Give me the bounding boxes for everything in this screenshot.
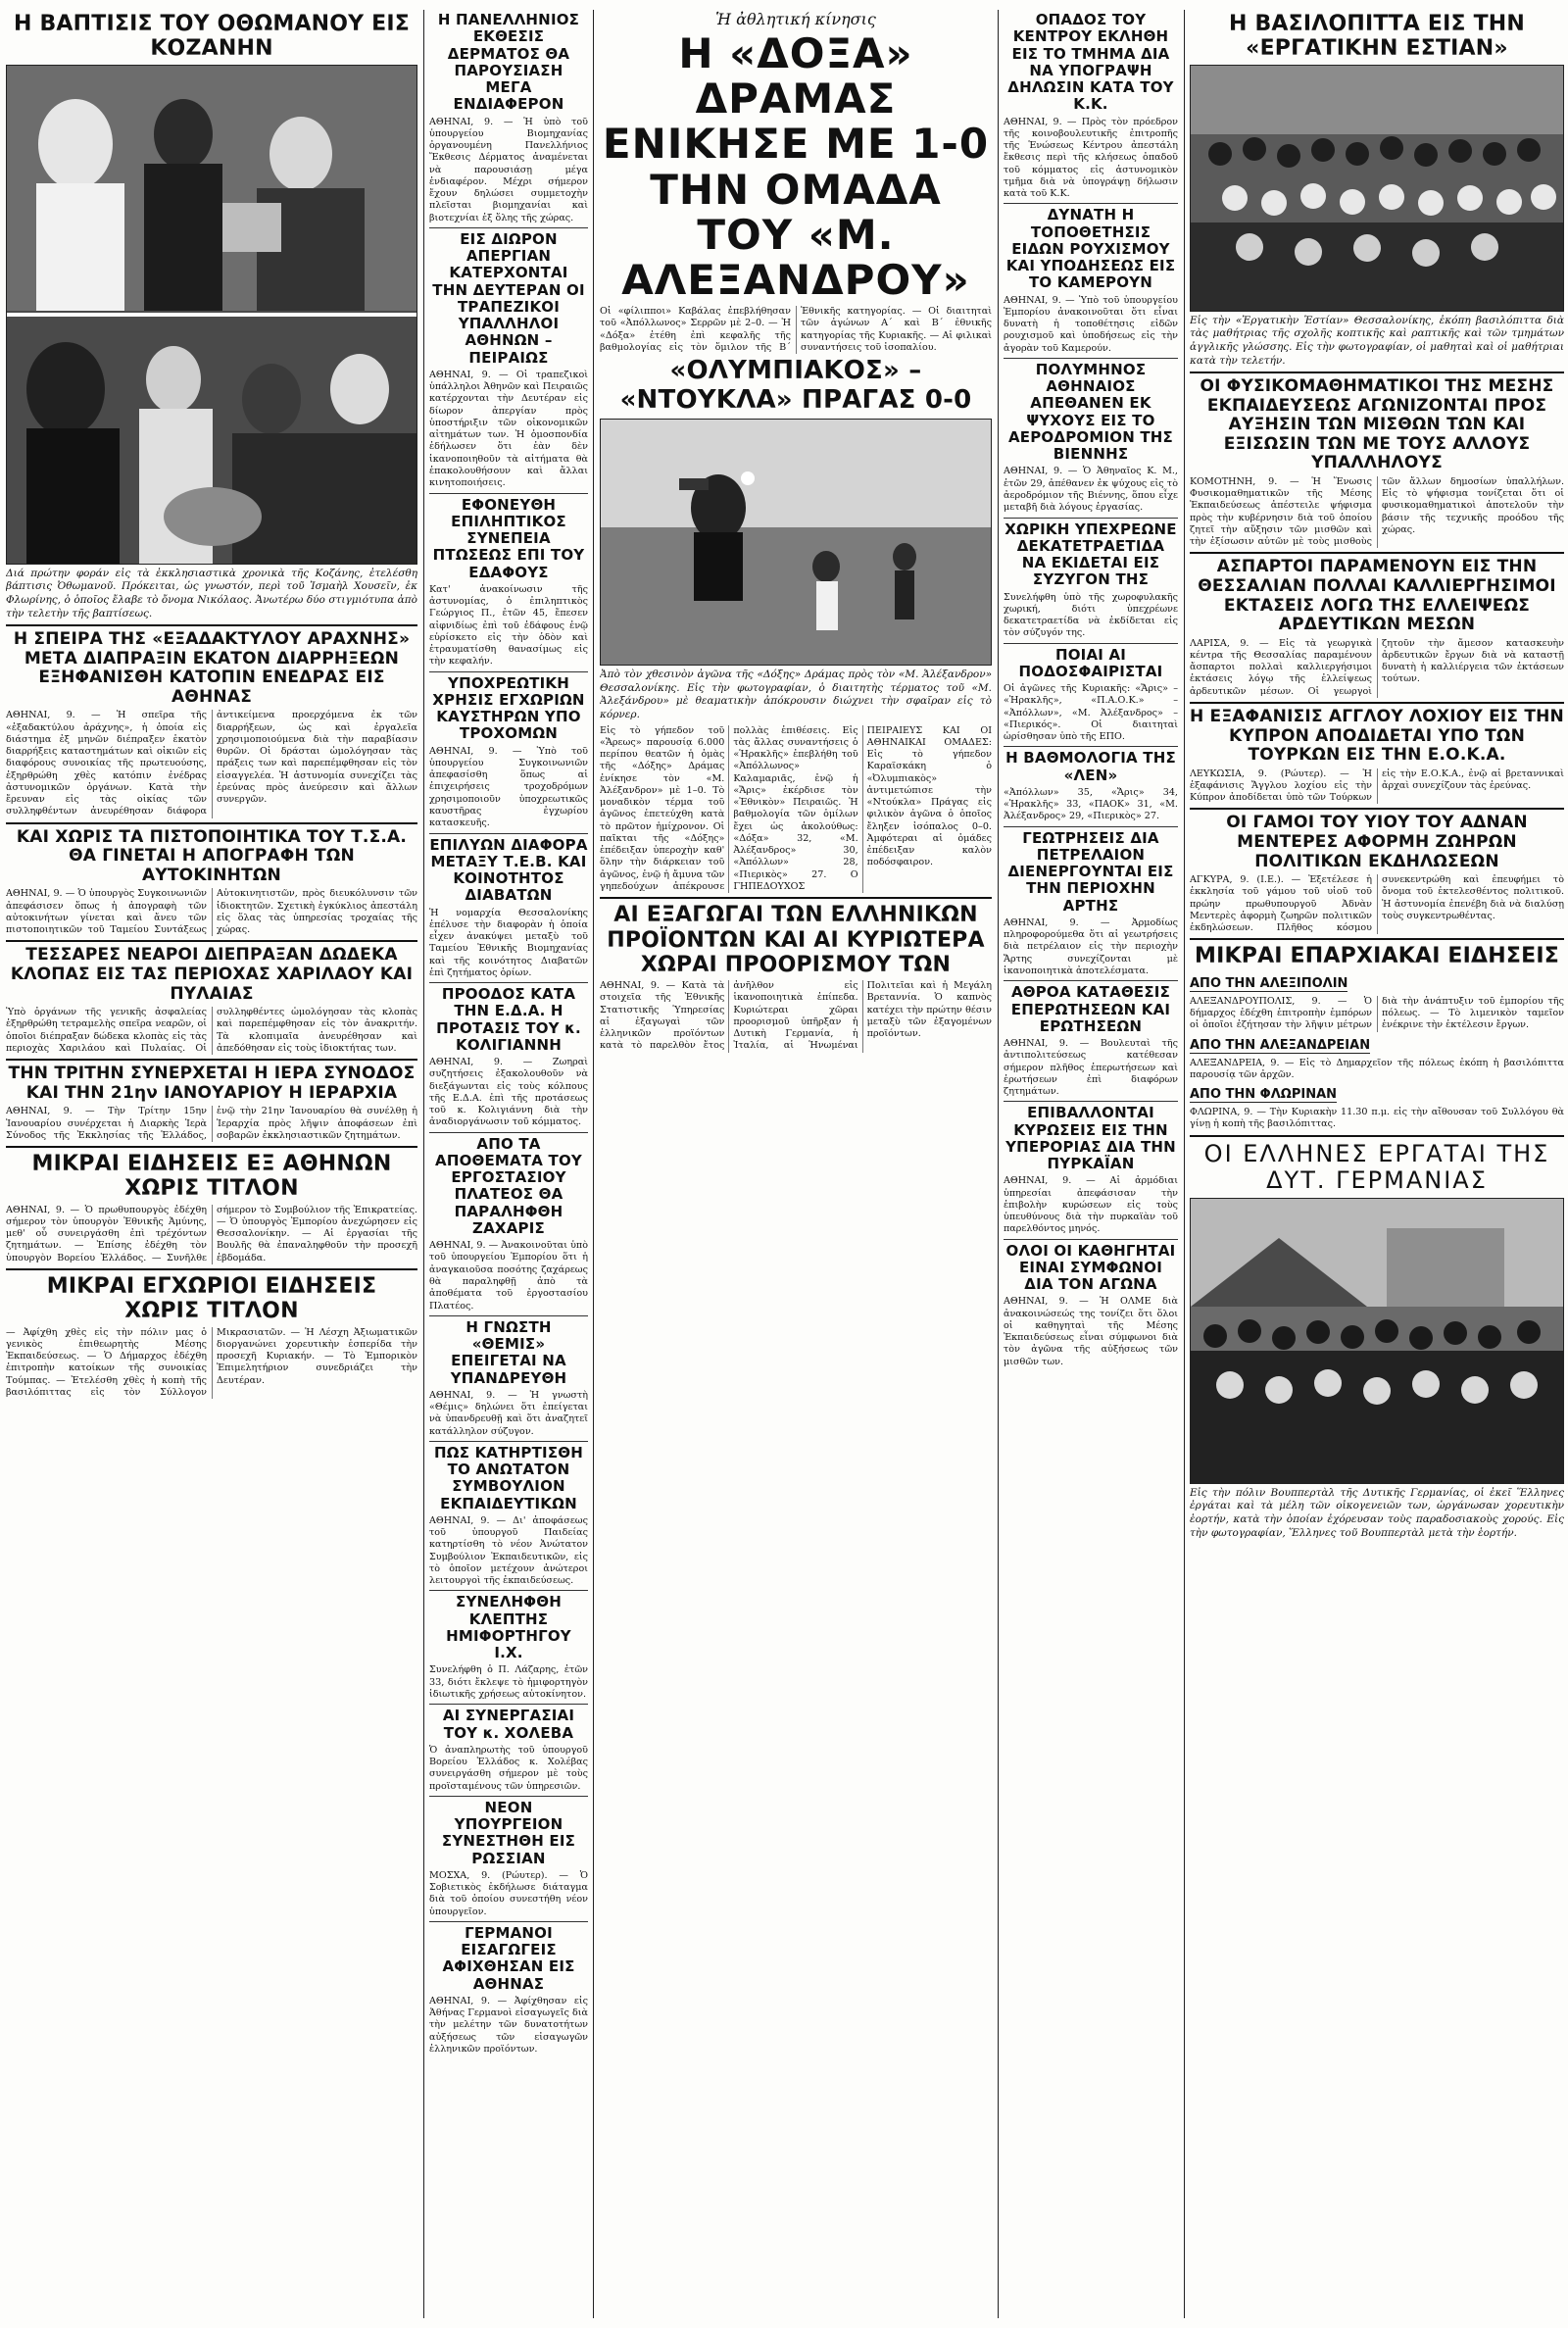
- baptism-caption: Διά πρώτην φοράν εἰς τὰ ἐκκλησιαστικὰ χρονικὰ τῆς Κοζάνης, ἐτελέσθη βάπτισις Ὀθωμανοῦ. Πρόκειται, ὡς γνωστόν, περὶ τοῦ Ἰσμαὴλ Χουσεῖν, ἐκ Φλωρίνης, ὁ ὁποῖος ἔλαβε τὸ ὄνομα Νικόλαος. Ἀνωτέρω δύο στιγμιότυπα ἀπὸ τὴν τελετὴν τῆς βαπτίσεως.: [6, 567, 417, 619]
- headline-thessaly: ΑΣΠΑΡΤΟΙ ΠΑΡΑΜΕΝΟΥΝ ΕΙΣ ΤΗΝ ΘΕΣΣΑΛΙΑΝ ΠΟΛΛΑΙ ΚΑΛΛΙΕΡΓΗΣΙΜΟΙ ΕΚΤΑΣΕΙΣ ΛΟΓΩ ΤΗΣ ΕΛΛΕΙΨΕΩΣ ΑΡΔΕΥΤΙΚΩΝ ΜΕΣΩΝ: [1198, 557, 1556, 635]
- headline-tsa: ΚΑΙ ΧΩΡΙΣ ΤΑ ΠΙΣΤΟΠΟΙΗΤΙΚΑ ΤΟΥ Τ.Σ.Α. ΘΑ ΓΙΝΕΤΑΙ Η ΑΠΟΓΡΑΦΗ ΤΩΝ ΑΥΤΟΚΙΝΗΤΩΝ: [16, 826, 408, 885]
- article-alexandreia: ΑΛΕΞΑΝΔΡΕΙΑ, 9. — Εἰς τὸ Δημαρχεῖον τῆς πόλεως ἐκόπη ἡ βασιλόπιττα παρουσίᾳ τῶν ἀρχῶν.: [1190, 1057, 1564, 1080]
- divider: [6, 624, 417, 626]
- divider: [6, 940, 417, 942]
- article-bank-strike: ΑΘΗΝΑΙ, 9. — Οἱ τραπεζικοὶ ὑπάλληλοι Ἀθηνῶν καὶ Πειραιῶς κατέρχονται τὴν Δευτέραν εἰς δίωρον ἀπεργίαν πρὸς ὑποστήριξιν τῶν οἰκονομικῶν αἰτημάτων των. Ἡ ὁμοσπονδία ἐδήλωσεν ὅτι ἐὰν δὲν ἱκανοποιηθοῦν τὰ αἰτήματα θὰ ἐπακολουθήσουν καὶ ἄλλαι κινητοποιήσεις.: [429, 369, 588, 489]
- article-cameroon: ΑΘΗΝΑΙ, 9. — Ὑπὸ τοῦ ὑπουργείου Ἐμπορίου ἀνακοινοῦται ὅτι εἶναι δυνατὴ ἡ τοποθέτησις εἰδῶν ρουχισμοῦ καὶ ὑποδήσεως εἰς τὴν ἀγορὰν τοῦ Καμερούν.: [1004, 294, 1178, 354]
- article-exports: ΑΘΗΝΑΙ, 9. — Κατὰ τὰ στοιχεῖα τῆς Ἐθνικῆς Στατιστικῆς Ὑπηρεσίας αἱ ἐξαγωγαὶ τῶν ἑλληνικῶν προϊόντων κατὰ τὸ παρελθὸν ἔτος ἀνῆλθον εἰς ἱκανοποιητικὰ ἐπίπεδα. Κυριώτεραι χῶραι προορισμοῦ ὑπῆρξαν ἡ Δυτικὴ Γερμανία, ἡ Ἰταλία, αἱ Ἡνωμέναι Πολιτεῖαι καὶ ἡ Μεγάλη Βρεταννία. Ὁ καπνὸς κατέχει τὴν πρώτην θέσιν μεταξὺ τῶν ἐξαγομένων προϊόντων.: [600, 980, 992, 1052]
- divider: [6, 1146, 417, 1148]
- column-3: [600, 0, 992, 2328]
- article-german-importers: ΑΘΗΝΑΙ, 9. — Ἀφίχθησαν εἰς Ἀθήνας Γερμανοὶ εἰσαγωγεῖς διὰ τὴν μελέτην τῶν δυνατοτήτων αὐξήσεως τῶν εἰσαγωγῶν ἑλληνικῶν προϊόντων.: [429, 1995, 588, 2055]
- article-doxa-lead: Οἱ «φίλιπποι» Καβάλας ἐπεβλήθησαν τοῦ «Ἀπόλλωνος» Σερρῶν μὲ 2–0. — Ἡ «Δόξα» ἐτέθη ἐπὶ κεφαλῆς τῆς βαθμολογίας εἰς τὸν ὅμιλον τῆς Β΄ Ἐθνικῆς κατηγορίας. — Οἱ διαιτηταὶ τῶν ἀγώνων Α΄ καὶ Β΄ ἐθνικῆς κατηγορίας τῆς Κυριακῆς. — Αἱ φιλικαὶ συναντήσεις τοῦ ἰσοπαλίου.: [600, 306, 992, 353]
- headline-physicists: ΟΙ ΦΥΣΙΚΟΜΑΘΗΜΑΤΙΚΟΙ ΤΗΣ ΜΕΣΗΣ ΕΚΠΑΙΔΕΥΣΕΩΣ ΑΓΩΝΙΖΟΝΤΑΙ ΠΡΟΣ ΑΥΞΗΣΙΝ ΤΩΝ ΜΙΣΘΩΝ ΤΩΝ ΚΑΙ ΕΞΙΣΩΣΙΝ ΤΩΝ ΜΕ ΤΟΥΣ ΑΛΛΟΥΣ ΥΠΑΛΛΗΛΟΥΣ: [1200, 376, 1554, 473]
- headline-german-importers: ΓΕΡΜΑΝΟΙ ΕΙΣΑΓΩΓΕΙΣ ΑΦΙΧΘΗΣΑΝ ΕΙΣ ΑΘΗΝΑΣ: [442, 1923, 575, 1993]
- headline-epileptic: ΕΦΟΝΕΥΘΗ ΕΠΙΛΗΠΤΙΚΟΣ ΣΥΝΕΠΕΙΑ ΠΤΩΣΕΩΣ ΕΠΙ ΤΟΥ ΕΔΑΦΟΥΣ: [432, 495, 585, 581]
- headline-cameroon: ΔΥΝΑΤΗ Η ΤΟΠΟΘΕΤΗΣΙΣ ΕΙΔΩΝ ΡΟΥΧΙΣΜΟΥ ΚΑΙ ΥΠΟΔΗΣΕΩΣ ΕΙΣ ΤΟ ΚΑΜΕΡΟΥΝ: [1005, 206, 1176, 292]
- article-fire-sanctions: ΑΘΗΝΑΙ, 9. — Αἱ ἁρμόδιαι ὑπηρεσίαι ἀπεφάσισαν τὴν ἐπιβολὴν κυρώσεων εἰς τοὺς ὑπευθύνους διὰ τὴν πυρκαϊὰν τοῦ παρελθόντος μηνός.: [1004, 1175, 1178, 1235]
- headline-oil-drilling: ΓΕΩΤΡΗΣΕΙΣ ΔΙΑ ΠΕΤΡΕΛΑΙΟΝ ΔΙΕΝΕΡΓΟΥΝΤΑΙ ΕΙΣ ΤΗΝ ΠΕΡΙΟΧΗΝ ΑΡΤΗΣ: [1007, 828, 1174, 915]
- article-teb: Ἡ νομαρχία Θεσσαλονίκης ἐπέλυσε τὴν διαφορὰν ἡ ὁποία εἶχεν ἀνακύψει μεταξὺ τοῦ Ταμείου Ἐθνικῆς Βιομηχανίας καὶ τῆς κοινότητος Διαβατῶν ἐπὶ ζητήματος ὁρίων.: [429, 907, 588, 978]
- article-russia: ΜΟΣΧΑ, 9. (Ρώυτερ). — Ὁ Σοβιετικὸς ἐκδήλωσε διάταγμα διὰ τοῦ ὁποίου συνεστήθη νέον ὑπουργεῖον.: [429, 1869, 588, 1917]
- divider: [1190, 808, 1564, 810]
- article-sugar: ΑΘΗΝΑΙ, 9. — Ἀνακοινοῦται ὑπὸ τοῦ ὑπουργείου Ἐμπορίου ὅτι ἡ ἀναγκαιοῦσα ποσότης ζαχάρεως θὰ παραληφθῇ ἀπὸ τὰ ἀποθέματα τοῦ ἐργοστασίου Πλατέος.: [429, 1240, 588, 1312]
- article-minor-local: — Ἀφίχθη χθὲς εἰς τὴν πόλιν μας ὁ γενικὸς ἐπιθεωρητὴς Μέσης Ἐκπαιδεύσεως. — Ὁ Δήμαρχος ἐδέχθη ἐπιτροπὴν κατοίκων τῆς συνοικίας Τούμπας. — Ἐτελέσθη χθὲς ἡ κοπὴ τῆς βασιλόπιττας εἰς τὸν Σύλλογον Μικρασιατῶν. — Ἡ Λέσχη Ἀξιωματικῶν διοργανώνει χορευτικὴν ἑσπερίδα τὴν προσεχῆ Κυριακήν. — Τὸ Ἐμπορικὸν Ἐπιμελητήριον συνεδριάζει τὴν Δευτέραν.: [6, 1326, 417, 1398]
- divider: [429, 1921, 588, 1922]
- article-young-thieves: Ὑπὸ ὀργάνων τῆς γενικῆς ἀσφαλείας ἐξηρθρώθη τετραμελὴς σπεῖρα νεαρῶν, οἱ ὁποῖοι διέπραξαν δώδεκα κλοπὰς εἰς τὰς περιοχὰς Χαριλάου καὶ Πυλαίας. Οἱ συλληφθέντες ὡμολόγησαν τὰς κλοπὰς καὶ παρεπέμφθησαν εἰς τὸν ἀνακριτήν. Τὰ κλοπιμαῖα ἀνευρέθησαν καὶ ἀπεδόθησαν εἰς τοὺς ἰδιοκτήτας των.: [6, 1007, 417, 1054]
- divider: [429, 1315, 588, 1316]
- divider: [1004, 746, 1178, 747]
- article-tsa: ΑΘΗΝΑΙ, 9. — Ὁ ὑπουργὸς Συγκοινωνιῶν ἀπεφάσισεν ὅπως ἡ ἀπογραφὴ τῶν αὐτοκινήτων γίνεται καὶ ἄνευ τῶν πιστοποιητικῶν τοῦ Ταμείου Συντάξεως Αὐτοκινητιστῶν, πρὸς διευκόλυνσιν τῶν ἰδιοκτητῶν. Σχετικὴ ἐγκύκλιος ἀπεστάλη εἰς ὅλας τὰς ὑπηρεσίας τροχαίας τῆς χώρας.: [6, 888, 417, 936]
- article-thessaly: ΛΑΡΙΣΑ, 9. — Εἰς τὰ γεωργικὰ κέντρα τῆς Θεσσαλίας παραμένουν ἄσπαρτοι πολλαὶ καλλιεργήσιμοι ἐκτάσεις λόγῳ τῆς ἐλλείψεως ἀρδευτικῶν μέσων. Οἱ γεωργοὶ ζητοῦν τὴν ἄμεσον κατασκευὴν ἀρδευτικῶν ἔργων διὰ νὰ καταστῇ δυνατὴ ἡ καλλιέργεια τῶν ἐκτάσεων τούτων.: [1190, 637, 1564, 697]
- article-leather: ΑΘΗΝΑΙ, 9. — Ἡ ὑπὸ τοῦ ὑπουργείου Βιομηχανίας ὀργανουμένη Πανελλήνιος Ἔκθεσις Δέρματος ἀναμένεται νὰ παρουσιάσῃ μέγα ἐνδιαφέρον. Μέχρι σήμερον ἔχουν δηλώσει συμμετοχὴν πλεῖσται βιομηχανίαι καὶ βιοτεχνίαι ἐξ ὅλης τῆς χώρας.: [429, 116, 588, 223]
- article-interpellations: ΑΘΗΝΑΙ, 9. — Βουλευταὶ τῆς ἀντιπολιτεύσεως κατέθεσαν σήμερον πλῆθος ἐπερωτήσεων καὶ ἐρωτήσεων ἐπὶ διαφόρων ζητημάτων.: [1004, 1038, 1178, 1098]
- divider: [1004, 980, 1178, 981]
- headline-cyprus: Η ΕΞΑΦΑΝΙΣΙΣ ΑΓΓΛΟΥ ΛΟΧΙΟΥ ΕΙΣ ΤΗΝ ΚΥΠΡΟΝ ΑΠΟΔΙΔΕΤΑΙ ΥΠΟ ΤΩΝ ΤΟΥΡΚΩΝ ΕΙΣ ΤΗΝ Ε.Ο.Κ.Α.: [1190, 707, 1564, 766]
- divider: [429, 833, 588, 834]
- column-5: [1190, 0, 1564, 2328]
- headline-synod: ΤΗΝ ΤΡΙΤΗΝ ΣΥΝΕΡΧΕΤΑΙ Η ΙΕΡΑ ΣΥΝΟΔΟΣ ΚΑΙ ΤΗΝ 21ην ΙΑΝΟΥΑΡΙΟΥ Η ΙΕΡΑΡΧΙΑ: [8, 1064, 416, 1103]
- subhead-florina: ΑΠΟ ΤΗΝ ΦΛΩΡΙΝΑΝ: [1190, 1087, 1338, 1103]
- subhead-alexandreia: ΑΠΟ ΤΗΝ ΑΛΕΞΑΝΔΡΕΙΑΝ: [1190, 1037, 1371, 1053]
- headline-provincial: ΜΙΚΡΑΙ ΕΠΑΡΧΙΑΚΑΙ ΕΙΔΗΣΕΙΣ: [1195, 944, 1559, 969]
- divider: [429, 1590, 588, 1591]
- divider: [6, 1268, 417, 1270]
- divider: [429, 493, 588, 494]
- headline-leather: Η ΠΑΝΕΛΛΗΝΙΟΣ ΕΚΘΕΣΙΣ ΔΕΡΜΑΤΟΣ ΘΑ ΠΑΡΟΥΣΙΑΣΗ ΜΕΓΑ ΕΝΔΙΑΦΕΡΟΝ: [437, 11, 580, 114]
- article-oil-drilling: ΑΘΗΝΑΙ, 9. — Ἀρμοδίως πληροφορούμεθα ὅτι αἱ γεωτρήσεις διὰ πετρέλαιον εἰς τὴν περιοχὴν Ἄρτης συνεχίζονται μὲ ἱκανοποιητικὰ ἀποτελέσματα.: [1004, 916, 1178, 976]
- divider: [1004, 358, 1178, 359]
- headline-interpellations: ΑΘΡΟΑ ΚΑΤΑΘΕΣΙΣ ΕΠΕΡΩΤΗΣΕΩΝ ΚΑΙ ΕΡΩΤΗΣΕΩΝ: [1010, 983, 1171, 1035]
- article-minor-athens: ΑΘΗΝΑΙ, 9. — Ὁ πρωθυπουργὸς ἐδέχθη σήμερον τὸν ὑπουργὸν Ἐθνικῆς Ἀμύνης, μεθ' οὗ συνειργάσθη ἐπὶ τρέχόντων ζητημάτων. — Ἐπίσης ἐδέχθη τὸν ὑπουργὸν Βορείου Ἑλλάδος. — Συνῆλθε σήμερον τὸ Συμβούλιον τῆς Ἐπικρατείας. — Ὁ ὑπουργὸς Ἐμπορίου ἀνεχώρησεν εἰς Θεσσαλονίκην. — Αἱ ἐργασίαι τῆς Βουλῆς θὰ ἐπαναληφθοῦν τὴν προσεχῆ ἑβδομάδα.: [6, 1204, 417, 1263]
- headline-center-party: ΟΠΑΔΟΣ ΤΟΥ ΚΕΝΤΡΟΥ ΕΚΛΗΘΗ ΕΙΣ ΤΟ ΤΜΗΜΑ ΔΙΑ ΝΑ ΥΠΟΓΡΑΨΗ ΔΗΛΩΣΙΝ ΚΑΤΑ ΤΟΥ Κ.Κ.: [1007, 11, 1174, 114]
- headline-baptism: Η ΒΑΠΤΙΣΙΣ ΤΟΥ ΟΘΩΜΑΝΟΥ ΕΙΣ ΚΟΖΑΝΗΝ: [13, 12, 411, 62]
- workers-caption: Εἰς τὴν πόλιν Βουππερτὰλ τῆς Δυτικῆς Γερμανίας, οἱ ἐκεῖ Ἕλληνες ἐργάται καὶ τὰ μέλη τῶν οἰκογενειῶν των, ὠργάνωσαν χορευτικὴν ἑορτήν, κατὰ τὴν ὁποίαν ἐχόρευσαν τοὺς παραδοσιακοὺς χορούς. Εἰς τὴν φωτογραφίαν, Ἕλληνες τοῦ Βουππερτὰλ μετὰ τὴν ἑορτήν.: [1190, 1486, 1564, 1539]
- vasilopita-photo: [1190, 65, 1564, 312]
- football-photo-caption: Ἀπὸ τὸν χθεσινὸν ἀγῶνα τῆς «Δόξης» Δράμας πρὸς τὸν «Μ. Ἀλέξανδρον» Θεσσαλονίκης. Εἰς τὴν φωτογραφίαν, ὁ διαιτητὴς τέρματος τοῦ «Μ. Ἀλεξάνδρου» μὲ θεαματικὴν ἀπόκρουσιν διώχνει τὴν σφαῖραν εἰς τὸ κόρνερ.: [600, 668, 992, 720]
- divider: [1004, 1101, 1178, 1102]
- football-photo: [600, 419, 992, 666]
- divider: [1004, 1239, 1178, 1240]
- baptism-photo: [6, 65, 417, 565]
- headline-russia: ΝΕΟΝ ΥΠΟΥΡΓΕΙΟΝ ΣΥΝΕΣΤΗΘΗ ΕΙΣ ΡΩΣΣΙΑΝ: [441, 1798, 576, 1867]
- headline-doxa: Η «ΔΟΞΑ» ΔΡΑΜΑΣ ΕΝΙΚΗΣΕ ΜΕ 1-0 ΤΗΝ ΟΜΑΔΑ ΤΟΥ «Μ. ΑΛΕΞΑΝΔΡΟΥ»: [602, 29, 990, 304]
- article-footballers: Οἱ ἀγῶνες τῆς Κυριακῆς: «Ἄρις» – «Ἡρακλῆς», «Π.Α.Ο.Κ.» – «Ἀπόλλων», «Μ. Ἀλέξανδρος» – «Πιερικός». Οἱ διαιτηταὶ ὡρίσθησαν ὑπὸ τῆς ΕΠΟ.: [1004, 683, 1178, 743]
- divider: [429, 1132, 588, 1133]
- article-eda: ΑΘΗΝΑΙ, 9. — Ζωηραὶ συζητήσεις ἐξακολουθοῦν νὰ διεξάγωνται εἰς τοὺς κόλπους τῆς Ε.Δ.Α. ἐπὶ τῆς προτάσεως τοῦ κ. Κολιγιάννη διὰ τὴν ἀναδιοργάνωσιν τοῦ κόμματος.: [429, 1057, 588, 1128]
- headline-adnan: ΟΙ ΓΑΜΟΙ ΤΟΥ ΥΙΟΥ ΤΟΥ ΑΔΝΑΝ ΜΕΝΤΕΡΕΣ ΑΦΟΡΜΗ ΖΩΗΡΩΝ ΠΟΛΙΤΙΚΩΝ ΕΚΔΗΛΩΣΕΩΝ: [1226, 813, 1528, 871]
- headline-boilers: ΥΠΟΧΡΕΩΤΙΚΗ ΧΡΗΣΙΣ ΕΓΧΩΡΙΩΝ ΚΑΥΣΤΗΡΩΝ ΥΠΟ ΤΡΟΧΟΜΩΝ: [432, 673, 585, 743]
- headline-truck: ΣΥΝΕΛΗΦΘΗ ΚΛΕΠΤΗΣ ΗΜΙΦΟΡΤΗΓΟΥ Ι.Χ.: [446, 1593, 571, 1662]
- divider: [1004, 518, 1178, 519]
- article-physicists: ΚΟΜΟΤΗΝΗ, 9. — Ἡ Ἕνωσις Φυσικομαθηματικῶν τῆς Μέσης Ἐκπαιδεύσεως ἀπέστειλε ψήφισμα πρὸς τὴν κυβέρνησιν διὰ τοῦ ὁποίου ζητεῖ τὴν αὔξησιν τῶν μισθῶν καὶ τὴν ἐξίσωσιν αὐτῶν μὲ τοὺς μισθοὺς τῶν ἄλλων δημοσίων ὑπαλλήλων. Εἰς τὸ ψήφισμα τονίζεται ὅτι οἱ φυσικομαθηματικοὶ ἀποτελοῦν τὴν βάσιν τῆς τεχνικῆς προόδου τῆς χώρας.: [1190, 475, 1564, 548]
- article-teachers: ΑΘΗΝΑΙ, 9. — Ἡ ΟΛΜΕ διὰ ἀνακοινώσεώς της τονίζει ὅτι ὅλοι οἱ καθηγηταὶ τῆς Μέσης Ἐκπαιδεύσεως εἶναι σύμφωνοι διὰ τὸν ἀγῶνα τῆς αὐξήσεως τῶν μισθῶν των.: [1004, 1296, 1178, 1367]
- column-rule: [998, 10, 999, 2318]
- article-themis: ΑΘΗΝΑΙ, 9. — Ἡ γνωστὴ «Θέμις» δηλώνει ὅτι ἐπείγεται νὰ ὑπανδρευθῇ καὶ ὅτι ἀναζητεῖ κατάλληλον σύζυγον.: [429, 1389, 588, 1437]
- workers-photo: [1190, 1198, 1564, 1484]
- column-rule: [593, 10, 594, 2318]
- divider: [1004, 826, 1178, 827]
- article-synod: ΑΘΗΝΑΙ, 9. — Τὴν Τρίτην 15ην Ἰανουαρίου συνέρχεται ἡ Διαρκὴς Ἱερὰ Σύνοδος τῆς Ἐκκλησίας τῆς Ἑλλάδος, ἐνῷ τὴν 21ην Ἰανουαρίου θὰ συνέλθῃ ἡ Ἱεραρχία πρὸς λῆψιν ἀποφάσεων ἐπὶ σοβαρῶν ἐκκλησιαστικῶν ζητημάτων.: [6, 1106, 417, 1141]
- headline-cholewa: ΑΙ ΣΥΝΕΡΓΑΣΙΑΙ ΤΟΥ κ. ΧΟΛΕΒΑ: [442, 1707, 575, 1742]
- divider: [1004, 643, 1178, 644]
- column-rule: [423, 10, 424, 2318]
- divider: [600, 897, 992, 899]
- article-cholewa: Ὁ ἀναπληρωτὴς τοῦ ὑπουργοῦ Βορείου Ἑλλάδος κ. Χολέβας συνειργάσθη σήμερον μὲ τοὺς προϊσταμένους τῶν ὑπηρεσιῶν.: [429, 1744, 588, 1792]
- article-florina: ΦΛΩΡΙΝΑ, 9. — Τὴν Κυριακὴν 11.30 π.μ. εἰς τὴν αἴθουσαν τοῦ Συλλόγου θὰ γίνῃ ἡ κοπὴ τῆς βασιλόπιττας.: [1190, 1107, 1564, 1130]
- article-village-woman: Συνελήφθη ὑπὸ τῆς χωροφυλακῆς χωρική, διότι ὑπεχρέωνε δεκατετραετίδα νὰ ἐκδίδεται εἰς τὸν σύζυγόν της.: [1004, 591, 1178, 639]
- divider: [6, 822, 417, 824]
- divider: [429, 671, 588, 672]
- article-len-standings: «Ἀπόλλων» 35, «Ἄρις» 34, «Ἡρακλῆς» 33, «ΠΑΟΚ» 31, «Μ. Ἀλέξανδρος» 29, «Πιερικὸς» 27.: [1004, 786, 1178, 822]
- divider: [429, 1441, 588, 1442]
- headline-olympiakos: «ΟΛΥΜΠΙΑΚΟΣ» – «ΝΤΟΥΚΛΑ» ΠΡΑΓΑΣ 0-0: [619, 356, 972, 416]
- headline-bank-strike: ΕΙΣ ΔΙΩΡΟΝ ΑΠΕΡΓΙΑΝ ΚΑΤΕΡΧΟΝΤΑΙ ΤΗΝ ΔΕΥΤΕΡΑΝ ΟΙ ΤΡΑΠΕΖΙΚΟΙ ΥΠΑΛΛΗΛΟΙ ΑΘΗΝΩΝ – ΠΕΙΡΑΙΩΣ: [432, 229, 585, 367]
- headline-spider: Η ΣΠΕΙΡΑ ΤΗΣ «ΕΞΑΔΑΚΤΥΛΟΥ ΑΡΑΧΝΗΣ» ΜΕΤΑ ΔΙΑΠΡΑΞΙΝ ΕΚΑΤΟΝ ΔΙΑΡΡΗΞΕΩΝ ΕΞΗΦΑΝΙΣΘΗ ΚΑΤΟΠΙΝ ΕΝΕΔΡΑΣ ΕΙΣ ΑΘΗΝΑΣ: [13, 629, 411, 707]
- column-1: [6, 0, 417, 2328]
- divider: [429, 1704, 588, 1705]
- headline-minor-athens: ΜΙΚΡΑΙ ΕΙΔΗΣΕΙΣ ΕΞ ΑΘΗΝΩΝ ΧΩΡΙΣ ΤΙΤΛΟΝ: [31, 1152, 392, 1202]
- headline-sugar: ΑΠΟ ΤΑ ΑΠΟΘΕΜΑΤΑ ΤΟΥ ΕΡΓΟΣΤΑΣΙΟΥ ΠΛΑΤΕΟΣ ΘΑ ΠΑΡΑΛΗΦΘΗ ΖΑΧΑΡΙΣ: [435, 1134, 582, 1237]
- headline-minor-local: ΜΙΚΡΑΙ ΕΓΧΩΡΙΟΙ ΕΙΔΗΣΕΙΣ ΧΩΡΙΣ ΤΙΤΛΟΝ: [46, 1273, 377, 1324]
- divider: [1190, 552, 1564, 554]
- divider: [1004, 203, 1178, 204]
- headline-vasilopita: Η ΒΑΣΙΛΟΠΙΤΤΑ ΕΙΣ ΤΗΝ «ΕΡΓΑΤΙΚΗΝ ΕΣΤΙΑΝ»: [1228, 12, 1526, 62]
- divider: [6, 1059, 417, 1061]
- headline-len-standings: Η ΒΑΘΜΟΛΟΓΙΑ ΤΗΣ «ΛΕΝ»: [1005, 749, 1176, 784]
- headline-council: ΠΩΣ ΚΑΤΗΡΤΙΣΘΗ ΤΟ ΑΝΩΤΑΤΟΝ ΣΥΜΒΟΥΛΙΟΝ ΕΚΠΑΙΔΕΥΤΙΚΩΝ: [434, 1443, 583, 1512]
- article-center-party: ΑΘΗΝΑΙ, 9. — Πρὸς τὸν πρόεδρον τῆς κοινοβουλευτικῆς ἐπιτροπῆς τῆς Ἑνώσεως Κέντρου ἀπεστάλη ἔκθεσις περὶ τῆς κλήσεως ὀπαδοῦ τοῦ κόμματος εἰς ἀστυνομικὸν τμῆμα διὰ νὰ ὑπογράψῃ δήλωσιν κατὰ τοῦ Κ.Κ.: [1004, 116, 1178, 200]
- divider: [1190, 938, 1564, 940]
- article-cyprus: ΛΕΥΚΩΣΙΑ, 9. (Ρώυτερ). — Ἡ ἐξαφάνισις Ἄγγλου λοχίου εἰς τὴν Κύπρον ἀποδίδεται ὑπὸ τῶν Τούρκων εἰς τὴν Ε.Ο.Κ.Α., ἐνῷ αἱ βρεταννικαὶ ἀρχαὶ συνεχίζουν τὰς ἐρεύνας.: [1190, 768, 1564, 804]
- column-4: [1004, 0, 1178, 2328]
- article-vienna: ΑΘΗΝΑΙ, 9. — Ὁ Ἀθηναῖος Κ. Μ., ἐτῶν 29, ἀπέθανεν ἐκ ψύχους εἰς τὸ ἀεροδρόμιον τῆς Βιέννης, ὅπου εἶχε μεταβῆ διὰ λόγους ἐργασίας.: [1004, 466, 1178, 514]
- article-epileptic: Κατ' ἀνακοίνωσιν τῆς ἀστυνομίας, ὁ ἐπιληπτικὸς Γεώργιος Π., ἐτῶν 45, ἔπεσεν αἰφνιδίως ἐπὶ τοῦ ἐδάφους ἐνῷ εὑρίσκετο εἰς τὴν ὁδὸν καὶ ἐτραυματίσθη θανασίμως εἰς τὴν κεφαλήν.: [429, 583, 588, 668]
- headline-teb: ΕΠΙΛΥΩΝ ΔΙΑΦΟΡΑ ΜΕΤΑΞΥ Τ.Ε.Β. ΚΑΙ ΚΟΙΝΟΤΗΤΟΣ ΔΙΑΒΑΤΩΝ: [429, 835, 588, 905]
- article-council: ΑΘΗΝΑΙ, 9. — Δι' ἀποφάσεως τοῦ ὑπουργοῦ Παιδείας κατηρτίσθη τὸ νέον Ἀνώτατον Συμβούλιον Ἐκπαιδευτικῶν, εἰς τὸ ὁποῖον μετέχουν ἀνώτεροι λειτουργοὶ τῆς ἐκπαιδεύσεως.: [429, 1514, 588, 1587]
- headline-footballers: ΠΟΙΑΙ ΑΙ ΠΟΔΟΣΦΑΙΡΙΣΤΑΙ: [1018, 645, 1163, 680]
- headline-village-woman: ΧΩΡΙΚΗ ΥΠΕΧΡΕΩΝΕ ΔΕΚΑΤΕΤΡΑΕΤΙΔΑ ΝΑ ΕΚΙΔΕΤΑΙ ΕΙΣ ΣΥΖΥΓΟΝ ΤΗΣ: [1004, 520, 1177, 589]
- divider: [429, 227, 588, 228]
- article-spider: ΑΘΗΝΑΙ, 9. — Ἡ σπεῖρα τῆς «ἑξαδακτύλου ἀράχνης», ἡ ὁποία εἰς διάστημα ἐξ μηνῶν διέπραξεν ἑκατὸν διαρρήξεις καταστημάτων καὶ οἰκιῶν εἰς διαφόρους συνοικίας τῆς πρωτευούσης, ἐξηρθρώθη χθὲς κατόπιν ἐνέδρας ἀστυνομικῶν ὀργάνων. Κατὰ τὴν ἔρευναν εἰς τὰς οἰκίας τῶν συλληφθέντων ἀνευρέθησαν διάφορα ἀντικείμενα προερχόμενα ἐκ τῶν διαρρήξεων, ὡς καὶ ἐργαλεῖα χρησιμοποιούμενα διὰ τὴν παραβίασιν θυρῶν. Οἱ δράσται ὡμολόγησαν τὰς πράξεις των καὶ παρεπέμφθησαν εἰς τὸν εἰσαγγελέα. Ἡ ἀστυνομία συνεχίζει τὰς ἐρεύνας πρὸς ἀνεύρεσιν καὶ ἄλλων συνεργῶν.: [6, 710, 417, 817]
- sports-kicker: Ἡ ἀθλητική κίνησις: [715, 10, 876, 28]
- headline-vienna: ΠΟΛΥΜΗΝΟΣ ΑΘΗΝΑΙΟΣ ΑΠΕΘΑΝΕΝ ΕΚ ΨΥΧΟΥΣ ΕΙΣ ΤΟ ΑΕΡΟΔΡΟΜΙΟΝ ΤΗΣ ΒΙΕΝΝΗΣ: [1007, 360, 1174, 464]
- divider: [429, 982, 588, 983]
- article-adnan: ΑΓΚΥΡΑ, 9. (Ι.Ε.). — Ἐξετέλεσε ἡ ἐκκλησία τοῦ γάμου τοῦ υἱοῦ τοῦ πρώην πρωθυπουργοῦ Ἀδνὰν Μεντερὲς ἀφορμὴ ζωηρῶν πολιτικῶν ἐκδηλώσεων. Πλῆθος κόσμου συνεκεντρώθη καὶ ἐπευφήμει τὸ ὄνομα τοῦ ἐκτελεσθέντος πολιτικοῦ. Ἡ ἀστυνομία ἐπενέβη διὰ νὰ διαλύσῃ τοὺς συγκεντρωθέντας.: [1190, 874, 1564, 934]
- divider: [429, 1796, 588, 1797]
- divider: [1190, 702, 1564, 704]
- column-rule: [1184, 10, 1185, 2318]
- headline-fire-sanctions: ΕΠΙΒΑΛΛΟΝΤΑΙ ΚΥΡΩΣΕΙΣ ΕΙΣ ΤΗΝ ΥΠΕΡΟΡΙΑΣ ΔΙΑ ΤΗΝ ΠΥΡΚΑΪΑΝ: [1005, 1104, 1176, 1173]
- headline-eda: ΠΡΟΟΔΟΣ ΚΑΤΑ ΤΗΝ Ε.Δ.Α. Η ΠΡΟΤΑΣΙΣ ΤΟΥ κ. ΚΟΛΙΓΙΑΝΝΗ: [436, 985, 581, 1054]
- headline-young-thieves: ΤΕΣΣΑΡΕΣ ΝΕΑΡΟΙ ΔΙΕΠΡΑΞΑΝ ΔΩΔΕΚΑ ΚΛΟΠΑΣ ΕΙΣ ΤΑΣ ΠΕΡΙΟΧΑΣ ΧΑΡΙΛΑΟΥ ΚΑΙ ΠΥΛΑΙΑΣ: [10, 945, 414, 1004]
- headline-themis: Η ΓΝΩΣΤΗ «ΘΕΜΙΣ» ΕΠΕΙΓΕΤΑΙ ΝΑ ΥΠΑΝΔΡΕΥΘΗ: [450, 1317, 567, 1387]
- vasilopita-caption: Εἰς τὴν «Ἐργατικὴν Ἑστίαν» Θεσσαλονίκης, ἐκόπη βασιλόπιττα διὰ τὰς μαθήτριας τῆς σχολῆς κοπτικῆς καὶ ραπτικῆς καὶ τῶν τμημάτων ἀγγλικῆς γλώσσης. Εἰς τὴν φωτογραφίαν, οἱ μαθηταὶ καὶ οἱ μαθήτριαι κατὰ τὴν τελετήν.: [1190, 314, 1564, 367]
- column-2: [429, 0, 588, 2328]
- article-truck: Συνελήφθη ὁ Π. Λάζαρης, ἐτῶν 33, διότι ἔκλεψε τὸ ἡμιφορτηγὸν ἰδιωτικῆς χρήσεως αὐτοκίνητον.: [429, 1664, 588, 1700]
- headline-teachers: ΟΛΟΙ ΟΙ ΚΑΘΗΓΗΤΑΙ ΕΙΝΑΙ ΣΥΜΦΩΝΟΙ ΔΙΑ ΤΟΝ ΑΓΩΝΑ: [1005, 1241, 1176, 1294]
- article-alexandroupolis: ΑΛΕΞΑΝΔΡΟΥΠΟΛΙΣ, 9. — Ὁ δήμαρχος ἐδέχθη ἐπιτροπὴν ἐμπόρων οἱ ὁποῖοι ἐζήτησαν τὴν λῆψιν μέτρων διὰ τὴν ἀνάπτυξιν τοῦ ἐμπορίου τῆς πόλεως. — Τὸ λιμενικὸν ταμεῖον ἐνέκρινε τὴν ἐκτέλεσιν ἔργων.: [1190, 995, 1564, 1031]
- divider: [1190, 1135, 1564, 1137]
- article-doxa-body: Εἰς τὸ γήπεδον τοῦ «Ἄρεως» παρουσίᾳ 6.000 περίπου θεατῶν ἡ ὁμὰς τῆς «Δόξης» Δράμας ἐνίκησε τὸν «Μ. Ἀλέξανδρον» μὲ 1–0. Τὸ μοναδικὸν τέρμα τοῦ ἀγῶνος ἐπετεύχθη κατὰ τὸ πρῶτον ἡμίχρονον. Οἱ παῖκται τῆς «Δόξης» ἐπέδειξαν ὑπεροχὴν καθ' ὅλην τὴν διάρκειαν τοῦ ἀγῶνος, ἐνῷ ἡ ἄμυνα τῶν γηπεδούχων ἀπέκρουσε πολλὰς ἐπιθέσεις. Εἰς τὰς ἄλλας συναντήσεις ὁ «Ἡρακλῆς» ἐπεβλήθη τοῦ «Ἀπόλλωνος» Καλαμαριᾶς, ἐνῷ ἡ «Ἄρις» ἐκέρδισε τὸν «Ἐθνικὸν» Πειραιῶς. Ἡ βαθμολογία τῶν ὁμίλων ἔχει ὡς ἀκολούθως: «Δόξα» 32, «Μ. Ἀλέξανδρος» 30, «Ἀπόλλων» 28, «Πιερικὸς» 27. Ο ΓΗΠΕΔΟΥΧΟΣ ΠΕΙΡΑΙΕΥΣ ΚΑΙ ΟΙ ΑΘΗΝΑΙΚΑΙ ΟΜΑΔΕΣ: Εἰς τὸ γήπεδον Καραϊσκάκη ὁ «Ὀλυμπιακὸς» ἀντιμετώπισε τὴν «Ντούκλα» Πράγας εἰς φιλικὸν ἀγῶνα ὁ ὁποῖος ἔληξεν ἰσόπαλος 0–0. Ἀμφότεραι αἱ ὁμάδες ἐπέδειξαν καλὸν ποδόσφαιρον.: [600, 724, 992, 892]
- headline-greek-workers: ΟΙ ΕΛΛΗΝΕΣ ΕΡΓΑΤΑΙ ΤΗΣ ΔΥΤ. ΓΕΡΜΑΝΙΑΣ: [1203, 1139, 1550, 1195]
- divider: [1190, 371, 1564, 373]
- article-boilers: ΑΘΗΝΑΙ, 9. — Ὑπὸ τοῦ ὑπουργείου Συγκοινωνιῶν ἀπεφασίσθη ὅπως αἱ ἐπιχειρήσεις τροχοδρόμων χρησιμοποιοῦν ὑποχρεωτικῶς καυστῆρας ἐγχωρίου κατασκευῆς.: [429, 745, 588, 829]
- headline-exports: ΑΙ ΕΞΑΓΩΓΑΙ ΤΩΝ ΕΛΛΗΝΙΚΩΝ ΠΡΟΪΟΝΤΩΝ ΚΑΙ ΑΙ ΚΥΡΙΩΤΕΡΑ ΧΩΡΑΙ ΠΡΟΟΡΙΣΜΟΥ ΤΩΝ: [607, 903, 985, 977]
- subhead-alexandroupolis: ΑΠΟ ΤΗΝ ΑΛΕΞΙΠΟΛΙΝ: [1190, 975, 1348, 991]
